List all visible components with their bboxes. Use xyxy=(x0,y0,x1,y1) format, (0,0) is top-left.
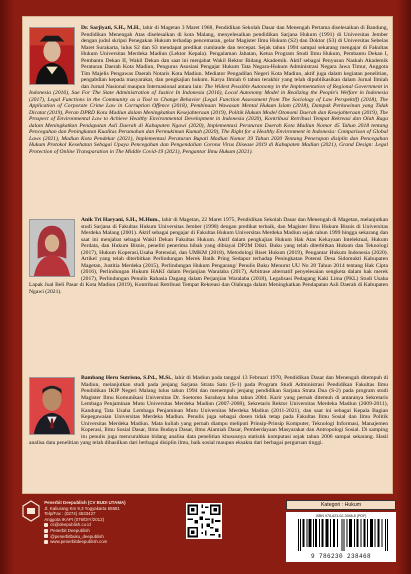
publisher-name: Penerbit Deepublish (CV BUDI UTAMA) xyxy=(44,500,126,505)
bio-author-1 xyxy=(23,25,394,155)
email-icon xyxy=(44,523,48,527)
category-label: Kategori : Hukum xyxy=(286,500,396,510)
social-links xyxy=(44,522,166,544)
isbn-barcode xyxy=(286,512,396,562)
barcode-area xyxy=(286,500,396,564)
author-1-photo xyxy=(29,27,75,85)
globe-icon xyxy=(44,540,48,544)
qr-code xyxy=(186,503,222,539)
author-bio-panel xyxy=(22,16,393,494)
author-1-text: , lahir di Magetan 3 Maret 1968, Pendidikan Sekolah Dasar dan Menengah Pertama diselesaikan di Bandung, Pendidikan Menengah Atas diselesaikan di kota Malang, menyelesaikan pendidikan Sarjana Hukum (1991) di Universitas Jember dengan judul skripsi Penegakan Hukum terhadap pencemaran, gelar Magister Ilmu Hukum (S2) dan Doktor (S3) di Universitas Sebelas Maret Surakarta, lulus S2 dan S3 mendapat predikat cumlaude dan tercepat. Sejak tahun 1994 sampai sekarang mengajar di Fakultas Hukum Universitas Merdeka Madiun (Lektor Kepala). Pengalaman Jabatan, Ketua Program Studi Ilmu Hukum, Pembantu Dekan I, Pembantu Dekan II, Wakil Dekan dan saat ini menjabat Wakil Rektor Bidang Akademik. Aktif sebagai Penyusun Naskah Akademik Peraturan Daerah Kota Madiun, Pengurus Asosiasi Pengajar Hukum Tata Negara-Hukum Administrasi Negara Jawa Timur, Anggota Tim Majelis Pengawas Daerah Notaris Kota Madiun. Mediator Pengadilan Negeri Kota Madiun, aktif juga dalam kegiatan penelitian, pengabdian kepada masyarakat, dan pengkajian hukum. Karya Ilmiah 6 tahun terakhir yang telah dipublikasikan dalam Jurnal Ilmiah dan Jurnal Nasional maupun Internasional antara lain: xyxy=(81,25,388,90)
isbn-digits: 9 786230 238468 xyxy=(310,553,371,560)
publisher-phone: Telp/Fax : (0274) 4533427 xyxy=(44,511,96,517)
publisher-info xyxy=(22,500,172,545)
author-1-publications: The Widest Possible Autonomy in the Implementation of Regional Government in Indonesia (2016), Sue For The State Administration of Justice In Indonesia (2016), Local Autonomy Model in Realizing the People's Welfare in Indonesia (2017), Legal Functions in the Community as a Tool to Change Behavior (Legal Function Assessment from The Sociology of Law Perspektif) (2018), The Application of Corporate Crime Law in Corruption Offence (2018), Pembinaan Wawasan Mental Hukum Islam (2018), Dampak Perkawinan yang Tidak Dicatat (2019), Peran DPRD Kota Madiun dalam Meningkatkan Kesejahteraan (2019), Politik Hukum Model Otonomi Daerah dan Kesejahteraan (2019), The Prospect of Environmental Law to Achieve Healthy Environmental Development in Indonesia (2020), Kontribusi Retribusi Tempat Rekreasi dan Olah Raga dalam Meningkatkan Pendapatan Asli Daerah di Kabupaten Ngawi (2020), Implementasi Peraturan Daerah Kota Madiun Nomor 45 Tahun 2018 tentang Pencegahan dan Peningkatan Kualitas Perumahan dan Permukiman Kumuh (2020), The Right for a Healthy Environment in Indonesia: Comparison of Global Laws (2021), Madiun Kota Pendekar (2021), Implementasi Peraturan Bupati Madiun Nomor 39 Tahun 2020 Tentang Penerapan disiplin dan Pencegahan Hukum Protokol Kesehatan Sebagai Upaya Pencegahan dan Pengendalian Corona Virus Disease 2019 di Kabupaten Madiun (2021), Grand Design: Legal Protection of Online Transparation in The Middle Covid-19 (2021), Pengantar Ilmu Hukum (2021). xyxy=(29,83,388,155)
author-3-photo xyxy=(29,377,75,435)
bio-author-3 xyxy=(23,375,394,447)
author-3-text: , lahir di Madiun pada tanggal 13 Februari 1970, Pendidikan Dasar dan Menengah ditempuh di Madiun, melanjutkan studi pada jenjang Sarjana Strata Satu (S-1) pada Program Studi Administrasi Pendidikan Fakultas Ilmu Pendidikan IKIP Negeri Malang lulus tahun 1994 dan menempuh jenjang pendidikan Sarjana Strata Dua (S-2) pada program studi Magister Ilmu Komunikasi Universitas Dr. Soetomo Surabaya lulus tahun 2004. Karir yang pernah ditemuh di antaranya Sekretaris Lembaga Penjaminan Mutu Universitas Merdeka Madiun (2007-2008), Sekretaris Rektor Universitas Merdeka Madiun (2009-2011), Kandung Tata Usaha Lembaga Penjaminan Mutu Universitas Merdeka Madiun (2011-2021), dan saat ini sebagai Kepala Bagian Kepegawaian Universitas Merdeka Madiun. Penulis juga sebagai dosen tidak tetap pada Fakultas Ilmu Sosial dan Ilmu Politik Universitas Merdeka Madiun. Mata kuliah yang pernah diampu meliputi Prinsip-Prinsip Komputer, Teknologi Informasi, Manajemen Koperasi, Ilmu Sosial Dasar, Ilmu Budaya Dasar, Ilmu Alamiah Dasar, Pemberdayaan Masyarakat dan Antropologi Sosial. Di samping itu penulis juga mencurahkan bidang analisa data penelitian khususnya statistik komputasi sejak tahun 2006 sampai sekarang. Hasil analisa data penelitian yang telah dihasilkan dari berbagai disiplin ilmu, baik sosial maupun eksakta dari berbagai perguruan tinggi. xyxy=(29,375,388,446)
social-instagram[interactable]: @penerbitbuku_deepublish xyxy=(44,534,104,539)
publisher-logo-icon xyxy=(22,500,40,522)
social-facebook[interactable]: Penerbit Deepublish xyxy=(44,528,90,533)
author-1-name: Dr. Sarjiyati, S.H., M.H. xyxy=(81,25,140,31)
social-email[interactable]: cs@deepublish.co.id xyxy=(44,522,91,527)
bio-author-2 xyxy=(23,217,394,295)
author-2-photo xyxy=(29,219,75,277)
author-2-text: , lahir di Magetan, 22 Maret 1975, Pendidikan Sekolah Dasar dan Menengah di Magetan, melanjutkan studi Sarjana di Fakultas Hukum Universitas Jember (1998) dengan predikat terbaik, dan Magister Ilmu Hukum Bisnis di Universitas Merdeka Malang (2001). Aktif sebagai pengajar di Fakultas Hukum Universitas Merdeka Madiun sejak tahun 1999 hingga sekarang dan saat ini menjabat sebagai Wakil Dekan Fakultas Hukum. Aktif dalam pengkajian Hukum Hak Atas Kekayaan Intelektual, Hukum Perdata, dan Hukum Bisnis, peneliti penerima hibah yang dibiayai DP2M Dikti. Buku yang telah diterbitkan Hukum dan Teknologi (2017), Hukum Koperasi,Usaha Potensial, dan UMKM (2018), Metodologi Riset Hukum (2019), Pengantar Hukum Indonesia (2020). Artikel yang telah diterbitkan Perlindungan Merek Batik Pring Sedapur terhadap Peningkatan Potensi Desa Sidomukti Kabupaten Magetan, Justitia Merdeka (2015), Perlindungan Hukum Pengarang/ Penulis Buku Menurut UU No 28 Tahun 2014 tentang Hak Cipta (2016), Perlindungan Hukum HAKI dalam Perjanjian Waralaba (2017), Arbitrase alternatif penyelesaian sengketa dalam hak merek (2017), Perlindungan Penulis Rahasia Dagang dalam Perjanjian Waralaba (2018), Legalisasi Pedagang Kaki Lima (PKL) Studi Usaha Lapak Jual Beli Pasar di Kota Madiun (2019), Kontribusi Retribusi Tempat Rekreasi dan Olahraga dalam Meningkatkan Pendapatan Asli Daerah di Kabupaten Ngawi (2021). xyxy=(29,217,388,295)
barcode-bars xyxy=(298,519,388,551)
publisher-member: Anggota IKAPI (076/DIY/2012) xyxy=(44,516,105,522)
author-3-name: Bambang Heru Sutrisno, S.Pd., M.Si. xyxy=(81,375,172,381)
instagram-icon xyxy=(44,534,48,538)
isbn-number: ISBN 978-623-02-3948-8 (PDF) xyxy=(315,514,367,518)
social-website[interactable]: www.penerbitdeepublish.com xyxy=(44,539,107,544)
facebook-icon xyxy=(44,529,48,533)
publisher-address: Jl. Kaliurang Km 9,3 Yogyakarta 55581 xyxy=(44,505,120,511)
author-2-name: Anik Tri Haryani, S.H., M.Hum. xyxy=(81,217,159,223)
